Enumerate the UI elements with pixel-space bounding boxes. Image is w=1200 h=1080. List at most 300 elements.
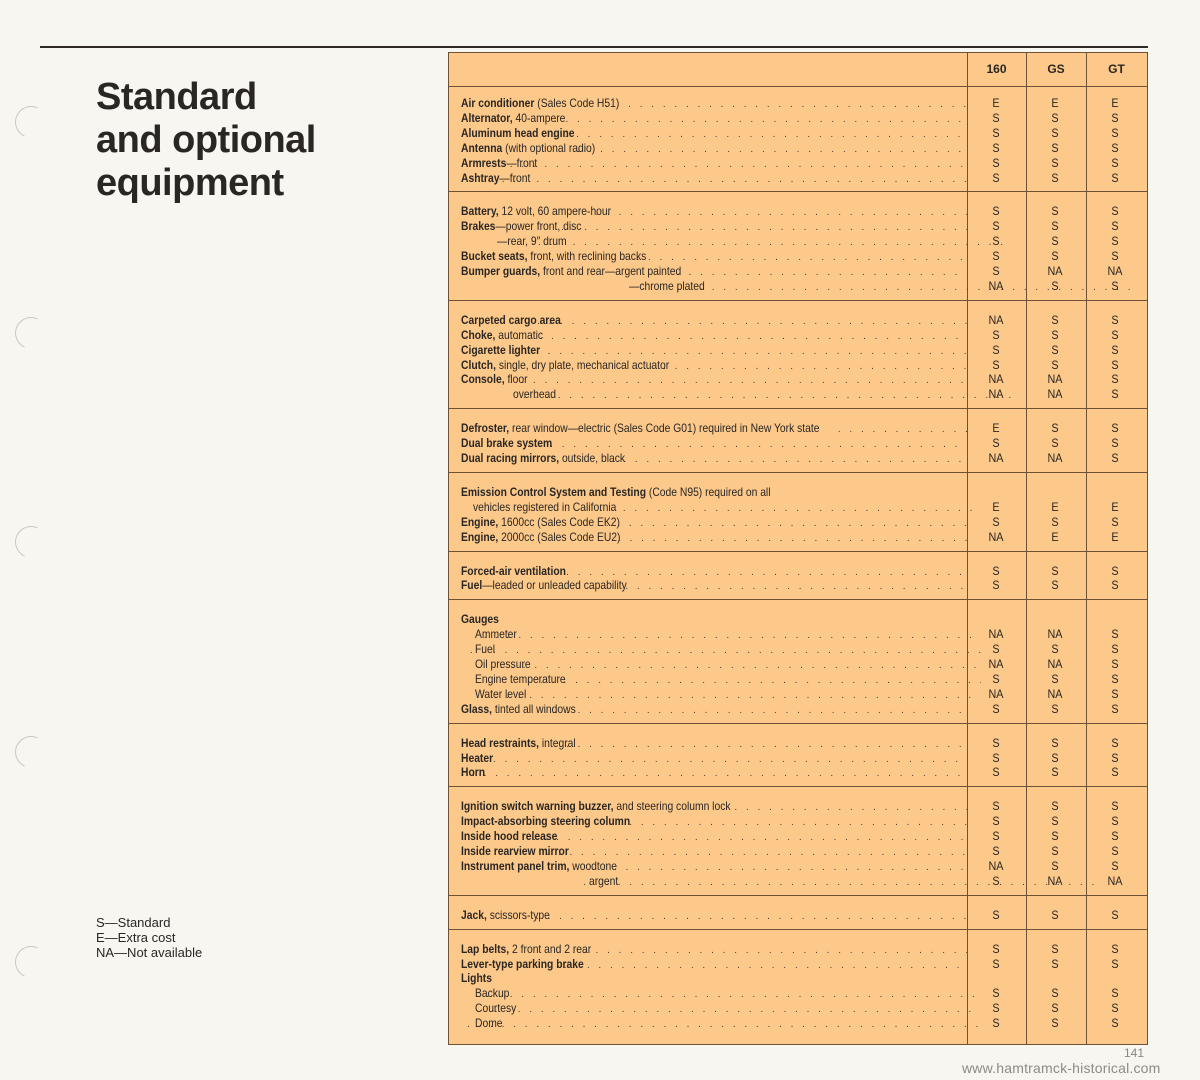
leader-dots [572,943,967,957]
punch-hole-icon [10,731,51,772]
row-label [461,530,967,545]
row-label-bold: Antenna [461,140,503,155]
cell-gt: S [1111,907,1119,922]
cell-gs: S [1051,829,1059,844]
cell-160: S [992,701,1000,716]
row-label-bold: Glass, [461,701,492,716]
group-separator [449,929,1147,930]
table-row [449,687,1147,702]
row-label [461,657,981,672]
punch-hole-icon [10,101,51,142]
cell-gs: S [1051,941,1059,956]
row-label-text [461,264,681,279]
cell-gt: S [1111,140,1119,155]
row-label-bold: Instrument panel trim, [461,858,570,873]
row-label-bold: Defroster, [461,421,510,436]
row-label-bold: Aluminum head engine [461,125,575,140]
cell-gs: S [1051,735,1059,750]
cell-gs: S [1051,750,1059,765]
row-label [461,736,967,751]
table-row [449,657,1147,672]
cell-gs: S [1051,312,1059,327]
cell-gt: S [1111,750,1119,765]
row-label [461,485,967,500]
legend-standard: S—Standard [96,915,171,930]
row-label [461,313,967,328]
table-row [449,421,1147,436]
cell-gs: S [1051,956,1059,971]
row-label [461,141,967,156]
leader-dots [605,97,967,111]
row-label [461,672,981,687]
cell-160: S [992,735,1000,750]
row-label [461,687,981,702]
page-number: 141 [1124,1046,1145,1060]
leader-dots [475,987,981,1001]
row-label-text [461,564,566,579]
cell-160: S [992,563,1000,578]
cell-160: E [992,96,1000,110]
table-row [449,908,1147,923]
row-label-text [461,485,771,500]
row-label-text [461,799,731,814]
cell-gt: S [1111,249,1119,264]
legend-extra-cost: E—Extra cost [96,930,176,945]
row-label-text [461,156,537,171]
row-label-text [475,672,566,687]
table-row [449,141,1147,156]
cell-160: S [992,750,1000,765]
row-label [461,343,967,358]
cell-gt: S [1111,941,1119,956]
row-label-rest: Courtesy [475,1001,517,1016]
row-label-rest: —power front, disc [495,219,582,234]
leader-dots [513,344,967,358]
row-label-bold: Jack, [461,907,487,922]
leader-dots [533,830,967,844]
group-separator [449,786,1147,787]
row-label [461,765,967,780]
row-label-text [461,942,591,957]
cell-gs: NA [1047,264,1063,278]
row-label [461,971,967,986]
cell-gs: S [1051,642,1059,657]
group-separator [449,599,1147,600]
row-label-bold: Ashtray [461,170,500,185]
row-label-text [475,657,531,672]
cell-gs: S [1051,421,1059,436]
leader-dots [543,565,967,579]
leader-dots [612,452,967,466]
leader-dots [495,688,981,702]
row-label [461,156,967,171]
row-label-bold: Dual brake system [461,436,553,451]
table-row [449,372,1147,387]
cell-gs: S [1051,342,1059,357]
table-row [449,971,1147,986]
row-label [461,1001,981,1016]
row-label-rest: floor [504,372,528,387]
cell-160: S [992,941,1000,956]
cell-gs: S [1051,514,1059,529]
row-label-text [461,702,576,717]
table-row [449,387,1147,402]
cell-gs: S [1051,170,1059,185]
table-row [449,612,1147,627]
row-label [461,111,967,126]
leader-dots [677,265,967,279]
row-label-rest: (with optional radio) [502,140,596,155]
cell-gt: S [1111,735,1119,750]
row-label [461,358,967,373]
row-label-rest: 2000cc (Sales Code EU2) [498,529,621,544]
cell-160: S [992,249,1000,264]
cell-gs: S [1051,357,1059,372]
row-label-bold: Gauges [461,612,499,627]
row-label-bold: Carpeted cargo area [461,312,561,327]
row-label-bold: Console, [461,372,505,387]
leader-dots [461,752,967,766]
leader-dots [614,579,967,593]
row-label [461,500,979,515]
cell-gt: S [1111,844,1119,858]
cell-160: S [992,155,1000,170]
row-label-bold: Horn [461,765,486,780]
table-row [449,279,1147,294]
page-title [96,76,316,205]
row-label-bold: Lights [461,971,492,986]
row-label-bold: Air conditioner [461,96,535,110]
cell-160: E [992,421,1000,436]
table-row [449,672,1147,687]
row-label-bold: Forced-air ventilation [461,563,566,578]
row-label-rest: and steering column lock [613,799,731,814]
leader-dots [554,737,967,751]
cell-gs: E [1051,529,1059,544]
row-label-text [461,249,646,264]
row-label-text [629,279,705,294]
row-label-rest: Ammeter [475,627,517,642]
cell-160: S [992,1016,1000,1031]
cell-gt: S [1111,578,1119,593]
cell-160: NA [988,387,1004,402]
group-separator [449,472,1147,473]
table-row [449,126,1147,141]
row-label-text [461,421,820,436]
leader-dots [500,658,981,672]
cell-gt: S [1111,627,1119,642]
cell-160: S [992,956,1000,971]
cell-160: NA [988,451,1004,465]
row-label [461,96,967,111]
row-label-rest: Fuel [475,642,496,657]
cell-gt: S [1111,436,1119,451]
cell-gt: S [1111,234,1119,249]
cell-gt: S [1111,219,1119,234]
cell-gs: S [1051,986,1059,1001]
row-label-text [475,986,509,1001]
cell-gt: S [1111,671,1119,686]
row-label-text [589,874,618,889]
row-label-text [461,328,543,343]
cell-160: S [992,578,1000,593]
leader-dots [542,112,967,126]
leader-dots [596,205,967,219]
row-label-bold: Impact-absorbing steering column [461,814,631,829]
cell-gs: E [1051,499,1059,514]
row-label-bold: Head restraints, [461,735,540,750]
row-label [461,814,967,829]
row-label-text [461,111,565,126]
cell-gs: S [1051,701,1059,716]
row-label [461,829,967,844]
column-header-160: 160 [986,62,1007,76]
leader-dots [838,422,967,436]
cell-160: S [992,204,1000,219]
cell-gs: S [1051,814,1059,829]
cell-gt: S [1111,357,1119,372]
title-line: Standard [96,76,257,118]
cell-gt: S [1111,799,1119,814]
cell-gs: S [1051,1001,1059,1016]
row-label [461,799,967,814]
cell-gs: S [1051,844,1059,858]
cell-gt: S [1111,686,1119,701]
row-label [461,451,967,466]
row-label-text [475,642,495,657]
table-row [449,799,1147,814]
row-label-text [461,141,595,156]
row-label-text [461,765,485,780]
equipment-table [448,52,1148,1045]
row-label-text [461,219,581,234]
row-label [461,908,967,923]
row-label [461,171,967,186]
punch-hole-icon [10,941,51,982]
table-row [449,627,1147,642]
row-label-bold: Inside hood release [461,829,558,844]
table-row [449,264,1147,279]
row-label [461,219,967,234]
row-label-text [461,612,499,627]
row-label [461,627,981,642]
leader-dots [546,845,967,859]
cell-160: S [992,907,1000,922]
cell-160: S [992,219,1000,234]
cell-160: S [992,814,1000,829]
table-row [449,313,1147,328]
cell-gt: S [1111,829,1119,844]
cell-gt: S [1111,387,1119,402]
cell-160: NA [988,657,1004,671]
row-label [461,751,967,766]
cell-160: NA [988,858,1004,873]
leader-dots [538,235,1003,249]
watermark: www.hamtramck-historical.com [962,1060,1161,1076]
group-separator [449,300,1147,301]
cell-gs: S [1051,140,1059,155]
row-label [461,702,967,717]
cell-160: S [992,357,1000,372]
legend [96,915,202,960]
row-label-rest: scissors-type [486,907,550,922]
table-row [449,859,1147,874]
table-row [449,451,1147,466]
row-label-bold: Clutch, [461,357,496,372]
leader-dots [523,388,1019,402]
cell-gs: S [1051,1016,1059,1031]
group-separator [449,191,1147,192]
cell-160: S [992,873,1000,888]
cell-160: S [992,799,1000,814]
cell-160: NA [988,312,1004,327]
leader-dots [516,329,967,343]
row-label-rest: Backup [475,986,510,1001]
cell-gt: E [1111,499,1119,514]
row-label-rest: Water level [475,686,527,701]
cell-gs: S [1051,563,1059,578]
title-line: and optional [96,119,316,161]
cell-gt: S [1111,765,1119,780]
column-header-gs: GS [1047,62,1065,76]
row-label-bold: Alternator, [461,110,513,125]
row-label [461,387,1019,402]
cell-160: NA [988,278,1004,293]
row-label [461,642,981,657]
cell-gs: S [1051,671,1059,686]
cell-gs: NA [1047,627,1063,642]
row-label-text [475,1001,516,1016]
cell-160: S [992,327,1000,342]
cell-gt: S [1111,421,1119,436]
row-label-text [461,96,619,111]
leader-dots [606,516,967,530]
cell-160: S [992,170,1000,185]
punch-hole-icon [10,521,51,562]
row-label-text [461,204,611,219]
row-label-rest: 40-ampere [512,110,566,125]
cell-160: S [992,436,1000,451]
cell-160: NA [988,372,1004,387]
cell-gt: S [1111,372,1119,387]
table-row [449,249,1147,264]
row-label-text [461,530,620,545]
cell-gt: S [1111,1001,1119,1016]
row-label-rest: Dome [475,1016,503,1031]
table-row [449,111,1147,126]
row-label-bold: Choke, [461,327,496,342]
cell-gt: S [1111,125,1119,140]
row-label-bold: Engine, [461,514,499,529]
table-row [449,171,1147,186]
cell-gs: S [1051,578,1059,593]
leader-dots [564,958,967,972]
cell-gt: S [1111,278,1119,293]
cell-gt: S [1111,312,1119,327]
row-label-text [461,957,584,972]
row-label [461,328,967,343]
cell-gt: NA [1107,264,1123,278]
cell-160: S [992,986,1000,1001]
table-row [449,736,1147,751]
cell-160: S [992,1001,1000,1016]
row-label-rest: —chrome plated [629,278,705,293]
cell-gt: S [1111,858,1119,873]
cell-gs: S [1051,858,1059,873]
row-label-text [461,358,669,373]
row-label-rest: 2 front and 2 rear [509,941,592,956]
cell-160: S [992,829,1000,844]
row-label-text [461,578,627,593]
cell-gs: S [1051,125,1059,140]
row-label [461,372,967,387]
table-row [449,485,1147,500]
cell-gs: S [1051,436,1059,451]
row-label-bold: Bucket seats, [461,249,528,264]
title-line: equipment [96,162,284,204]
table-row [449,530,1147,545]
row-label-text [473,500,616,515]
cell-gs: S [1051,249,1059,264]
row-label-rest: 12 volt, 60 ampere-hour [498,204,612,219]
cell-gt: S [1111,642,1119,657]
column-header-gt: GT [1108,62,1125,76]
cell-gt: S [1111,170,1119,185]
leader-dots [527,437,967,451]
row-label [461,578,967,593]
row-label-rest: argent [589,873,619,888]
row-label-text [461,313,561,328]
cell-gt: S [1111,342,1119,357]
cell-gs: NA [1047,372,1063,387]
cell-gt: S [1111,204,1119,219]
table-row [449,957,1147,972]
row-label-text [475,1016,503,1031]
table-row [449,578,1147,593]
cell-gs: NA [1047,451,1063,465]
row-label-rest: woodtone [569,858,618,873]
leader-dots [483,1002,981,1016]
cell-gs: S [1051,765,1059,780]
cell-gt: S [1111,701,1119,716]
row-label [461,421,967,436]
leader-dots [734,800,967,814]
cell-160: S [992,110,1000,125]
table-row [449,765,1147,780]
row-label-rest: integral [539,735,576,750]
row-label-rest: single, dry plate, mechanical actuator [495,357,670,372]
table-row [449,814,1147,829]
leader-dots [600,501,979,515]
row-label-rest: —front [499,170,531,185]
cell-gt: S [1111,451,1119,465]
row-label-rest: Oil pressure [475,657,531,671]
row-label [461,612,967,627]
row-label-rest: vehicles registered in California [473,499,617,514]
row-label [461,249,967,264]
table-row [449,204,1147,219]
table-row [449,515,1147,530]
row-label [461,957,967,972]
table-row [449,751,1147,766]
row-label-text [461,515,620,530]
table-row [449,1016,1147,1031]
cell-160: NA [988,529,1004,544]
row-label [461,515,967,530]
row-label-text [461,814,630,829]
legend-not-available: NA—Not available [96,945,203,960]
cell-160: S [992,765,1000,780]
